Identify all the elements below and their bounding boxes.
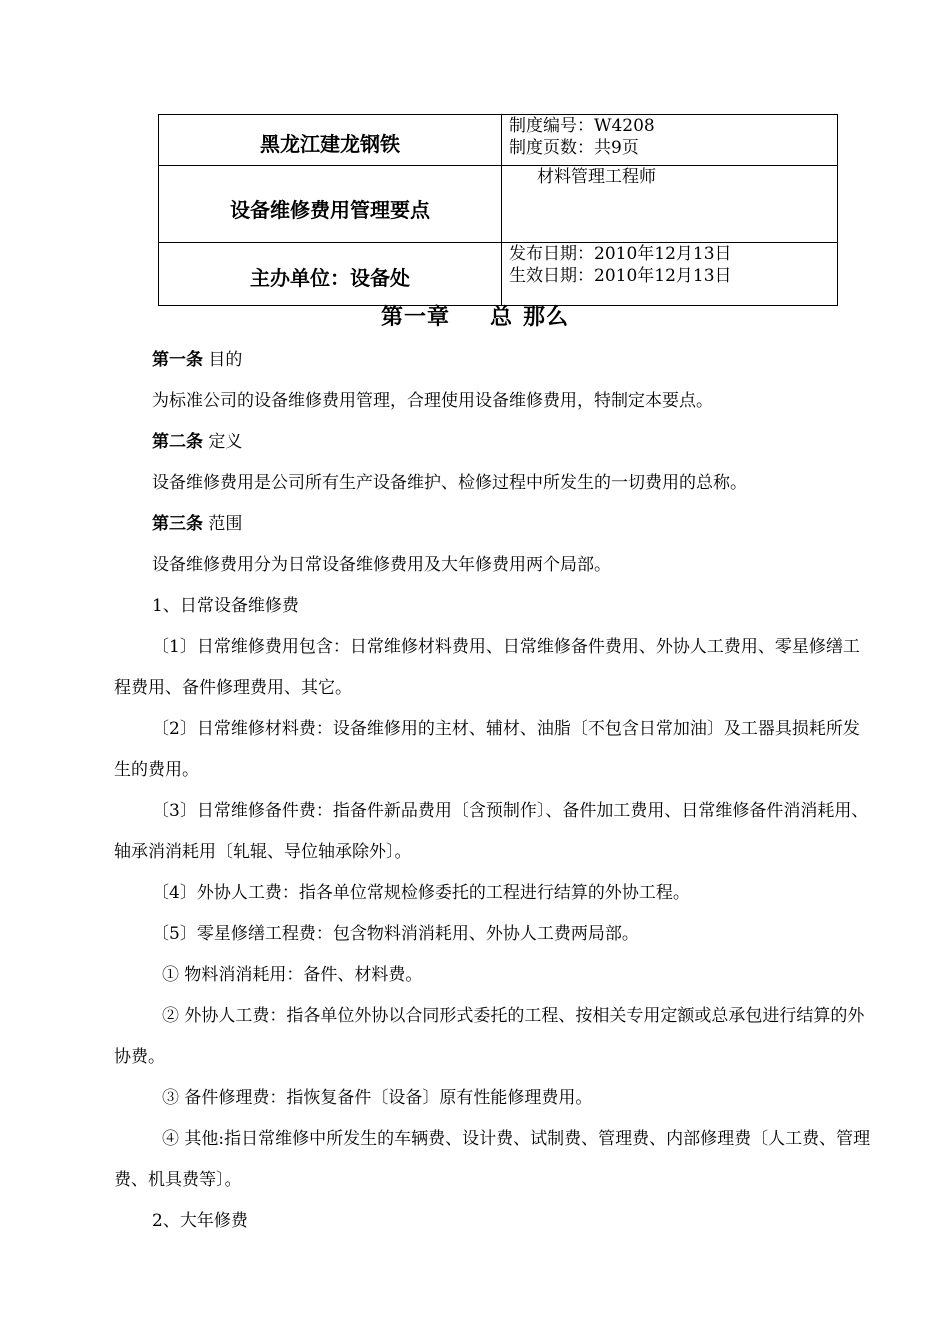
article-heading bbox=[114, 422, 874, 463]
author-cell bbox=[502, 166, 838, 243]
paragraph-subitem: ④ 其他:指日常维修中所发生的车辆费、设计费、试制费、管理费、内部修理费〔人工费、管理费、机具费等〕。 bbox=[114, 1129, 871, 1190]
document-body bbox=[114, 340, 874, 1242]
paragraph-definition: 设备维修费用是公司所有生产设备维护、检修过程中所发生的一切费用的总称。 bbox=[152, 473, 747, 493]
article-heading bbox=[114, 340, 874, 381]
document-header-table bbox=[158, 114, 838, 306]
header-row-department bbox=[159, 243, 838, 306]
paragraph-subitem: ② 外协人工费：指各单位外协以合同形式委托的工程、按相关专用定额或总承包进行结算的外协费。 bbox=[114, 1006, 865, 1067]
article-title: 目的 bbox=[208, 350, 243, 370]
chapter-label: 第一章 bbox=[380, 305, 450, 330]
header-row-company bbox=[159, 115, 838, 166]
article-label: 第一条 bbox=[152, 350, 203, 370]
author: 材料管理工程师 bbox=[537, 167, 656, 187]
company-name: 黑龙江建龙钢铁 bbox=[159, 115, 502, 166]
paragraph-item: 〔4〕外协人工费：指各单位常规检修委托的工程进行结算的外协工程。 bbox=[152, 883, 690, 903]
paragraph-scope: 设备维修费用分为日常设备维修费用及大年修费用两个局部。 bbox=[152, 555, 611, 575]
document-title: 设备维修费用管理要点 bbox=[159, 166, 502, 243]
department: 主办单位：设备处 bbox=[159, 243, 502, 306]
dates-cell bbox=[502, 243, 838, 306]
article-label: 第三条 bbox=[152, 514, 203, 534]
effective-date: 生效日期：2010年12月13日 bbox=[509, 266, 732, 286]
article-title: 范围 bbox=[208, 514, 243, 534]
paragraph-subitem: ③ 备件修理费：指恢复备件〔设备〕原有性能修理费用。 bbox=[162, 1088, 593, 1108]
paragraph-item: 〔2〕日常维修材料费：设备维修用的主材、辅材、油脂〔不包含日常加油〕及工器具损耗所发生的费用。 bbox=[114, 719, 860, 780]
header-row-title bbox=[159, 166, 838, 243]
paragraph-item: 〔1〕日常维修费用包含：日常维修材料费用、日常维修备件费用、外协人工费用、零星修缮工程费用、备件修理费用、其它。 bbox=[114, 637, 860, 698]
paragraph-subitem: ① 物料消消耗用：备件、材料费。 bbox=[162, 965, 423, 985]
page-count: 制度页数：共9页 bbox=[509, 138, 639, 158]
section-heading: 1、日常设备维修费 bbox=[152, 596, 299, 616]
chapter-heading bbox=[0, 300, 950, 331]
article-label: 第二条 bbox=[152, 432, 203, 452]
chapter-title-b: 那么 bbox=[523, 305, 570, 330]
chapter-title-a: 总 bbox=[489, 305, 513, 330]
doc-number: 制度编号：W4208 bbox=[509, 116, 655, 136]
section-heading: 2、大年修费 bbox=[152, 1211, 248, 1231]
paragraph-item: 〔3〕日常维修备件费：指备件新品费用〔含预制作〕、备件加工费用、日常维修备件消消耗用、轴承消消耗用〔轧辊、导位轴承除外〕。 bbox=[114, 801, 869, 862]
paragraph-item: 〔5〕零星修缮工程费：包含物料消消耗用、外协人工费两局部。 bbox=[152, 924, 639, 944]
article-heading bbox=[114, 504, 874, 545]
doc-meta-cell bbox=[502, 115, 838, 166]
publish-date: 发布日期：2010年12月13日 bbox=[509, 244, 732, 264]
paragraph-purpose: 为标准公司的设备维修费用管理，合理使用设备维修费用，特制定本要点。 bbox=[152, 391, 713, 411]
article-title: 定义 bbox=[208, 432, 243, 452]
